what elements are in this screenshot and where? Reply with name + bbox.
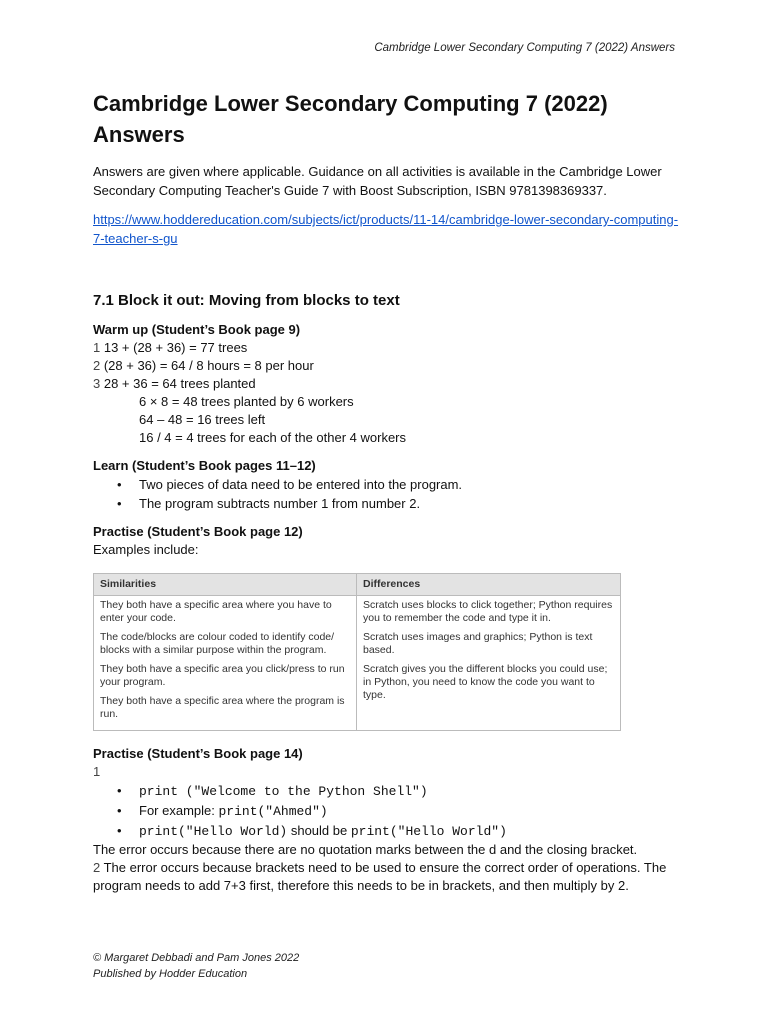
practise-section-14 [93,745,683,895]
warmup-working-line: 16 / 4 = 4 trees for each of the other 4 workers [139,430,407,445]
list-item: • The program subtracts number 1 from number 2. [117,496,421,511]
section-heading: 7.1 Block it out: Moving from blocks to text [93,292,400,309]
warmup-line: 2 (28 + 36) = 64 / 8 hours = 8 per hour [93,358,314,373]
learn-bullet-list [93,475,683,513]
page-footer [93,950,299,982]
page-title: Cambridge Lower Secondary Computing 7 (2022) Answers [93,91,608,147]
warmup-section [93,321,683,447]
bullet-icon: • [117,496,122,511]
bullet-icon: • [117,803,122,818]
column-header-similarities: Similarities [94,574,357,596]
warmup-working-line: 64 – 48 = 16 trees left [139,412,266,427]
page-content [93,88,683,895]
practise-intro: Examples include: [93,542,199,557]
warmup-line: 1 13 + (28 + 36) = 77 trees [93,340,248,355]
warmup-working-line: 6 × 8 = 48 trees planted by 6 workers [139,394,354,409]
list-item: • Two pieces of data need to be entered into the program. [117,477,463,492]
practise-heading: Practise (Student’s Book page 12) [93,524,303,539]
answer-paragraph: The error occurs because there are no quotation marks between the d and the closing bracket. [93,842,638,857]
list-item: • print ("Welcome to the Python Shell") [117,783,428,799]
running-header: Cambridge Lower Secondary Computing 7 (2022) Answers [374,42,675,54]
practise-section-12 [93,523,683,731]
bullet-icon: • [117,823,122,838]
learn-section [93,457,683,513]
comparison-table [93,573,621,731]
bullet-icon: • [117,477,122,492]
copyright-line: © Margaret Debbadi and Pam Jones 2022 [93,952,300,964]
learn-heading: Learn (Student’s Book pages 11–12) [93,458,316,473]
answer-bullet-list [93,781,683,841]
question-number: 1 [93,764,101,779]
publisher-line: Published by Hodder Education [93,968,248,980]
teacher-guide-link[interactable]: https://www.hoddereducation.com/subjects/ict/products/11-14/cambridge-lower-secondary-computing-7-teacher-s-gu [93,212,679,246]
differences-cell: Scratch uses blocks to click together; Python requires you to remember the code and type it in. Scratch uses images and graphics; Python is text based. Scratch gives you the different blocks you could use; in Python, you need to know the code you want to type. [357,596,621,731]
list-item: • For example: print("Ahmed") [117,803,328,819]
bullet-icon: • [117,783,122,798]
practise-heading: Practise (Student’s Book page 14) [93,746,303,761]
table-row [94,596,621,731]
column-header-differences: Differences [357,574,621,596]
intro-paragraph: Answers are given where applicable. Guidance on all activities is available in the Cambridge Lower Secondary Computing Teacher's Guide 7 with Boost Subscription, ISBN 9781398369337. [93,164,662,198]
teacher-guide-link-paragraph [93,210,683,248]
warmup-line: 3 28 + 36 = 64 trees planted [93,376,256,391]
list-item: • print("Hello World) should be print("Hello World") [117,823,507,839]
similarities-cell: They both have a specific area where you have to enter your code. The code/blocks are colour coded to identify code/ blocks with a similar purpose within the program. They both have a specific area you click/press to run your program. They both have a specific area where the program is run. [94,596,357,731]
answer-paragraph: 2 The error occurs because brackets need to be used to ensure the correct order of operations. The program needs to add 7+3 first, therefore this needs to be in brackets, and then multiply by 2. [93,860,667,893]
warmup-heading: Warm up (Student’s Book page 9) [93,322,301,337]
